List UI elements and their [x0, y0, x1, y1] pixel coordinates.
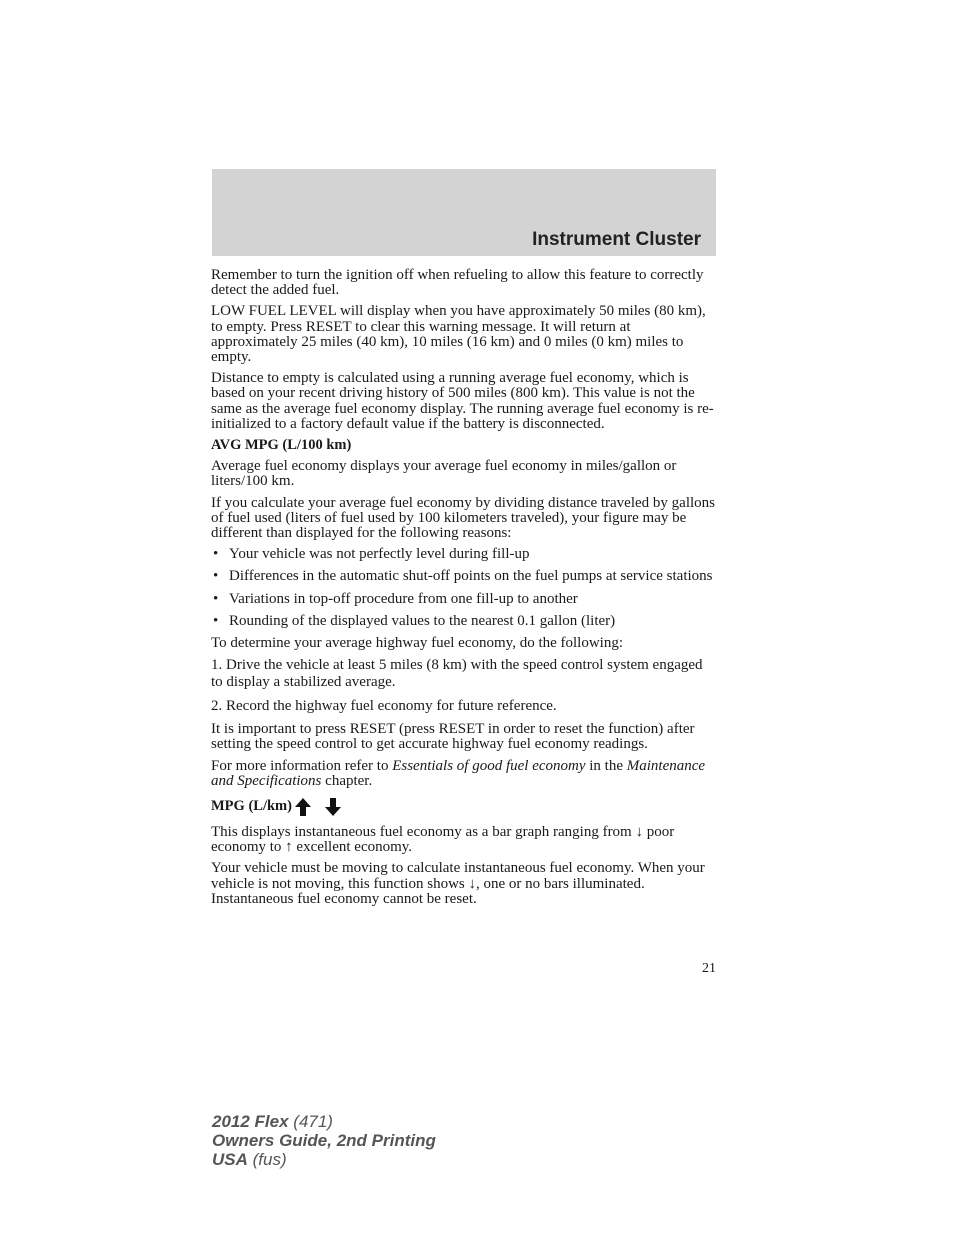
up-arrow-glyph: ↑	[285, 839, 293, 856]
arrow-down-icon	[324, 797, 342, 817]
list-item: • Variations in top-off procedure from one fill-up to another	[211, 592, 717, 607]
section-title: Instrument Cluster	[532, 229, 701, 250]
heading-mpg: MPG (L/km)	[211, 798, 292, 815]
footer-line-2: Owners Guide, 2nd Printing	[212, 1131, 436, 1150]
paragraph-refuel: Remember to turn the ignition off when refueling to allow this feature to correctly detect the added fuel.	[211, 267, 704, 299]
step-2: 2. Record the highway fuel economy for future reference.	[211, 698, 557, 715]
paragraph-low-fuel: LOW FUEL LEVEL will display when you have approximately 50 miles (80 km), to empty. Press RESET to clear this warning message. It will return at approximately 25 miles (40 km), 10 miles (16 km) and 0 miles (0 km) miles to empty.	[211, 303, 706, 366]
down-arrow-glyph: ↓	[635, 824, 643, 841]
ref-essentials: Essentials of good fuel economy	[392, 757, 586, 774]
list-item: • Rounding of the displayed values to the nearest 0.1 gallon (liter)	[211, 614, 717, 629]
paragraph-moving: Your vehicle must be moving to calculate instantaneous fuel economy. When your vehicle is not moving, this function shows ↓, one or no bars illuminated. Instantaneous fuel economy cannot be reset.	[211, 860, 705, 907]
arrow-up-icon	[294, 797, 312, 817]
paragraph-avg-economy: Average fuel economy displays your average fuel economy in miles/gallon or liters/100 km.	[211, 458, 677, 490]
list-item: • Your vehicle was not perfectly level during fill-up	[211, 547, 717, 562]
footer-line-3: USA (fus)	[212, 1150, 287, 1169]
paragraph-calculate: If you calculate your average fuel economy by dividing distance traveled by gallons of fuel used (liters of fuel used by 100 kilometers traveled), your figure may be different than displayed for the following reasons:	[211, 494, 715, 542]
page-content	[211, 268, 717, 913]
paragraph-reset: It is important to press RESET (press RESET in order to reset the function) after setting the speed control to get accurate highway fuel economy readings.	[211, 721, 695, 753]
heading-mpg-row	[211, 797, 717, 817]
heading-avg-mpg: AVG MPG (L/100 km)	[211, 437, 352, 454]
reasons-list	[211, 547, 717, 629]
footer-line-1: 2012 Flex (471)	[212, 1112, 333, 1131]
list-item: • Differences in the automatic shut-off points on the fuel pumps at service stations	[211, 569, 717, 584]
page-number: 21	[702, 961, 716, 976]
footer	[212, 1112, 436, 1169]
paragraph-distance-to-empty: Distance to empty is calculated using a running average fuel economy, which is based on your recent driving history of 500 miles (800 km). This value is not the same as the average fuel economy display. The running average fuel economy is re-initialized to a factory default value if the battery is disconnected.	[211, 370, 714, 432]
down-arrow-glyph: ↓	[468, 875, 476, 892]
paragraph-instantaneous: This displays instantaneous fuel economy as a bar graph ranging from ↓ poor economy to ↑ excellent economy.	[211, 824, 675, 856]
paragraph-highway-intro: To determine your average highway fuel economy, do the following:	[211, 635, 624, 652]
ref-maintenance: Maintenance and Specifications	[211, 757, 706, 789]
steps	[211, 657, 717, 715]
step-1: 1. Drive the vehicle at least 5 miles (8 km) with the speed control system engaged to display a stabilized average.	[211, 657, 703, 691]
section-header-band	[212, 169, 716, 256]
paragraph-more-info: For more information refer to Essentials of good fuel economy in the Maintenance and Specifications chapter.	[211, 757, 706, 789]
